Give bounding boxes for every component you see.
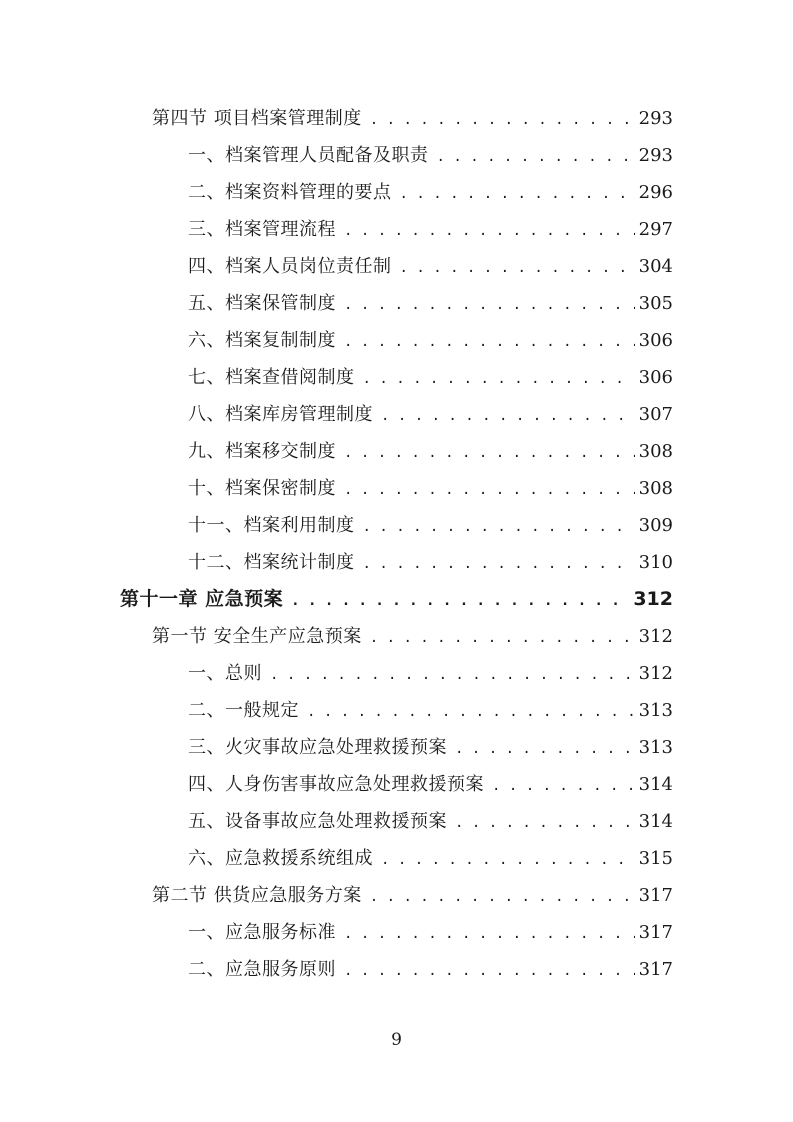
toc-leader-dots (370, 620, 635, 657)
toc-entry[interactable] (188, 211, 673, 248)
toc-entry-page: 296 (638, 182, 673, 203)
toc-entry-page: 306 (638, 330, 673, 351)
toc-entry-title: 二、一般规定 (188, 700, 299, 721)
toc-entry[interactable] (188, 359, 673, 396)
toc-entry[interactable] (188, 507, 673, 544)
toc-leader-dots (370, 102, 635, 139)
toc-entry-page: 312 (633, 588, 673, 610)
toc-entry[interactable] (188, 803, 673, 840)
toc-entry-page: 312 (638, 663, 673, 684)
toc-entry-title: 一、档案管理人员配备及职责 (188, 145, 429, 166)
toc-entry[interactable] (188, 174, 673, 211)
toc-entry-page: 308 (638, 441, 673, 462)
toc-entry[interactable] (188, 137, 673, 174)
toc-leader-dots (381, 842, 635, 879)
toc-entry-page: 297 (638, 219, 673, 240)
toc-entry[interactable] (152, 100, 673, 137)
toc-entry-page: 293 (638, 145, 673, 166)
toc-entry[interactable] (188, 470, 673, 507)
toc-leader-dots (344, 435, 635, 472)
toc-entry-title: 第十一章 应急预案 (120, 588, 284, 610)
toc-entry[interactable] (188, 248, 673, 285)
toc-entry-page: 317 (638, 959, 673, 980)
toc-leader-dots (455, 805, 635, 842)
toc-leader-dots (400, 250, 635, 287)
toc-chapter-entry[interactable] (120, 581, 673, 618)
toc-entry-page: 315 (638, 848, 673, 869)
toc-entry-title: 十二、档案统计制度 (188, 552, 355, 573)
toc-leader-dots (437, 139, 635, 176)
toc-entry-page: 313 (638, 700, 673, 721)
toc-entry-page: 312 (638, 626, 673, 647)
toc-entry[interactable] (188, 544, 673, 581)
toc-entry-title: 第一节 安全生产应急预案 (152, 626, 362, 647)
toc-leader-dots (344, 324, 635, 361)
toc-entry[interactable] (188, 655, 673, 692)
toc-leader-dots (344, 472, 635, 509)
toc-entry[interactable] (188, 951, 673, 988)
toc-leader-dots (370, 879, 635, 916)
toc-leader-dots (363, 361, 635, 398)
toc-entry[interactable] (188, 433, 673, 470)
toc-entry[interactable] (188, 729, 673, 766)
toc-leader-dots (363, 546, 635, 583)
toc-entry-title: 五、设备事故应急处理救援预案 (188, 811, 447, 832)
toc-entry-page: 317 (638, 885, 673, 906)
toc-leader-dots (344, 953, 635, 990)
toc-entry-title: 七、档案查借阅制度 (188, 367, 355, 388)
toc-entry-page: 309 (638, 515, 673, 536)
toc-entry[interactable] (188, 840, 673, 877)
toc-leader-dots (400, 176, 635, 213)
toc-entry-title: 十、档案保密制度 (188, 478, 336, 499)
toc-entry-title: 二、档案资料管理的要点 (188, 182, 392, 203)
toc-leader-dots (344, 287, 635, 324)
toc-entry[interactable] (188, 914, 673, 951)
toc-entry[interactable] (152, 618, 673, 655)
toc-entry[interactable] (188, 322, 673, 359)
toc-leader-dots (363, 509, 635, 546)
toc-entry-page: 308 (638, 478, 673, 499)
page-number: 9 (391, 1030, 402, 1050)
toc-entry[interactable] (188, 692, 673, 729)
toc-entry-page: 317 (638, 922, 673, 943)
toc-entry[interactable] (188, 766, 673, 803)
toc-entry-title: 第二节 供货应急服务方案 (152, 885, 362, 906)
toc-entry-page: 304 (638, 256, 673, 277)
toc-leader-dots (344, 213, 635, 250)
toc-entry-title: 四、档案人员岗位责任制 (188, 256, 392, 277)
toc-entry-page: 306 (638, 367, 673, 388)
toc-leader-dots (455, 731, 635, 768)
toc-entry-title: 八、档案库房管理制度 (188, 404, 373, 425)
toc-leader-dots (291, 583, 629, 620)
toc-leader-dots (270, 657, 635, 694)
toc-leader-dots (492, 768, 635, 805)
toc-entry-page: 313 (638, 737, 673, 758)
toc-entry-page: 314 (638, 774, 673, 795)
toc-entry-title: 一、总则 (188, 663, 262, 684)
toc-entry-title: 三、档案管理流程 (188, 219, 336, 240)
toc-entry-title: 三、火灾事故应急处理救援预案 (188, 737, 447, 758)
toc-entry-title: 四、人身伤害事故应急处理救援预案 (188, 774, 484, 795)
toc-entry-page: 310 (638, 552, 673, 573)
toc-entry[interactable] (188, 285, 673, 322)
toc-entry-page: 293 (638, 108, 673, 129)
toc-entry-page: 314 (638, 811, 673, 832)
toc-leader-dots (381, 398, 635, 435)
toc-entry-title: 一、应急服务标准 (188, 922, 336, 943)
toc-entry-page: 305 (638, 293, 673, 314)
toc-entry-title: 六、档案复制制度 (188, 330, 336, 351)
toc-entry-title: 第四节 项目档案管理制度 (152, 108, 362, 129)
toc-entry-title: 二、应急服务原则 (188, 959, 336, 980)
toc-entry[interactable] (188, 396, 673, 433)
toc-entry[interactable] (152, 877, 673, 914)
toc-entry-title: 五、档案保管制度 (188, 293, 336, 314)
toc-leader-dots (344, 916, 635, 953)
toc-leader-dots (307, 694, 635, 731)
toc-entry-page: 307 (638, 404, 673, 425)
toc-entry-title: 六、应急救援系统组成 (188, 848, 373, 869)
toc-entry-title: 九、档案移交制度 (188, 441, 336, 462)
toc-entry-title: 十一、档案利用制度 (188, 515, 355, 536)
